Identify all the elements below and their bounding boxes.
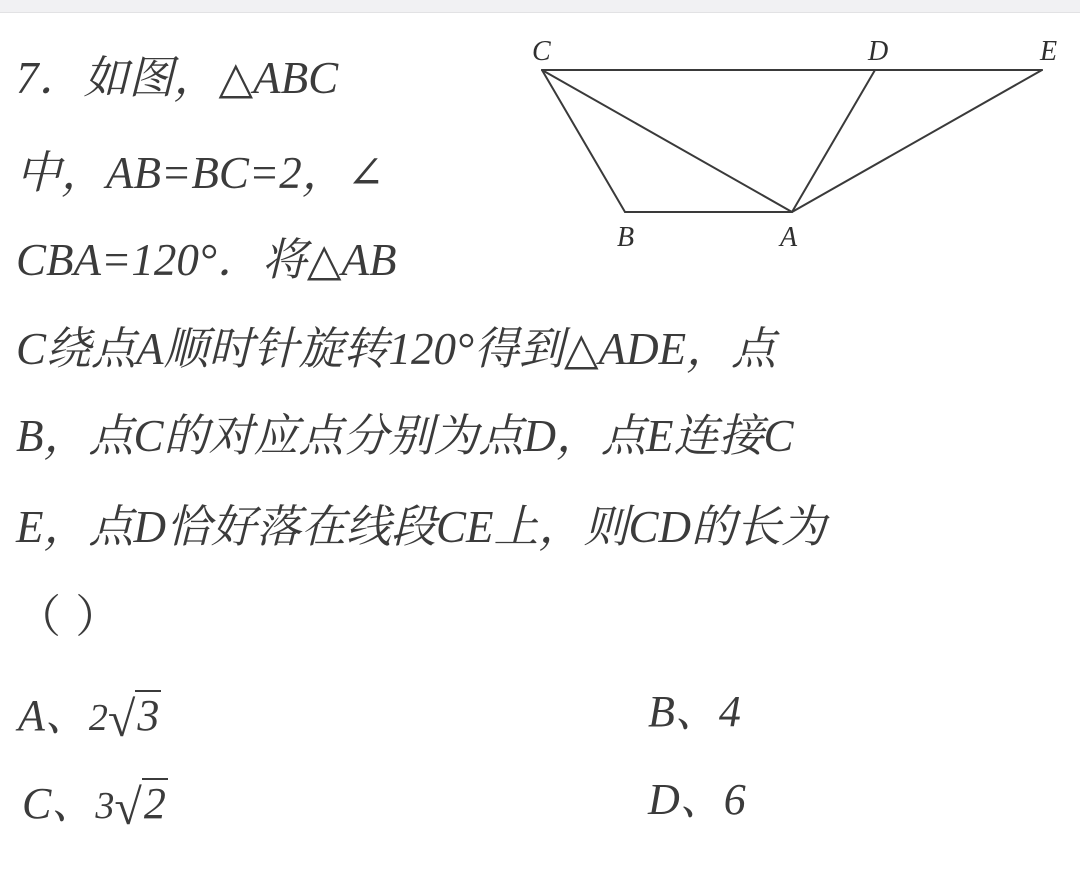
problem-line-5: B，点C的对应点分别为点D，点E连接C [16,411,794,461]
geometry-figure [520,24,1065,254]
problem-line-1: 7．如图，△ABC [16,53,339,103]
option-a-coefficient: 2 [88,697,108,739]
point-label-c: C [532,36,551,67]
segment-ae [792,70,1042,212]
sqrt-icon: √3 [107,691,160,747]
problem-line-3: CBA=120°．将△AB [16,235,397,285]
option-b[interactable] [648,687,741,736]
option-a[interactable] [18,690,161,747]
segment-cb [542,70,625,212]
segment-ad [792,70,875,212]
option-b-value: 4 [718,687,741,736]
problem-line-2: 中，AB=BC=2，∠ [16,148,385,198]
point-label-d: D [868,36,889,67]
option-d[interactable] [648,775,746,824]
option-c-prefix: C、 [22,779,96,828]
option-d-prefix: D、 [648,775,724,824]
status-bar [0,0,1080,13]
option-a-radicand: 3 [137,691,160,740]
option-c[interactable] [22,778,168,835]
problem-line-4: C绕点A顺时针旋转120°得到△ADE，点 [16,324,777,374]
point-label-a: A [780,222,798,253]
problem-line-6: E，点D恰好落在线段CE上，则CD的长为 [16,502,827,552]
option-b-prefix: B、 [648,687,719,736]
option-c-coefficient: 3 [95,785,115,827]
point-label-e: E [1040,36,1058,67]
option-a-prefix: A、 [18,691,89,740]
point-label-b: B [617,222,635,253]
option-c-radicand: 2 [143,779,166,828]
option-d-value: 6 [723,775,746,824]
answer-blank: （ ） [16,590,121,643]
segment-ca [542,70,792,212]
sqrt-icon: √2 [114,779,166,835]
